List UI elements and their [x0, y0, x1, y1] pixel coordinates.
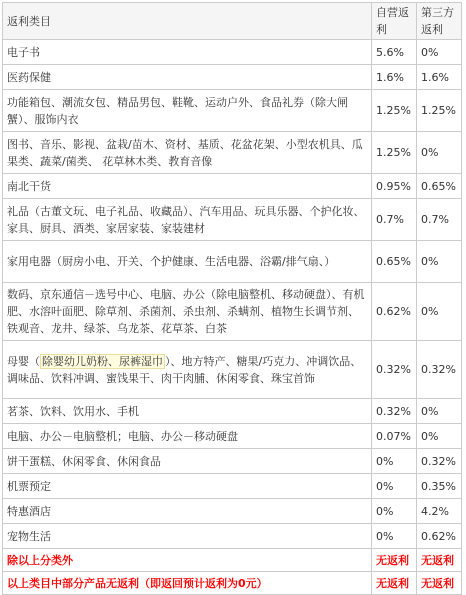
- self-rebate-cell: 0.32%: [372, 341, 417, 399]
- category-cell: 礼品（古董文玩、电子礼品、收藏品）、汽车用品、玩具乐器、个护化妆、家具、厨具、酒类、家居家装、家装建材: [3, 199, 372, 241]
- note-row: [3, 549, 462, 572]
- third-party-rebate-cell: 0%: [417, 399, 462, 424]
- note-third-party-rebate-cell: 无返利: [417, 572, 462, 595]
- table-row: [3, 399, 462, 424]
- category-cell: [3, 341, 372, 399]
- third-party-rebate-cell: 1.25%: [417, 90, 462, 132]
- category-text: 母婴（: [7, 354, 40, 368]
- category-cell: 医药保健: [3, 65, 372, 90]
- self-rebate-cell: 1.25%: [372, 90, 417, 132]
- table-row: [3, 90, 462, 132]
- self-rebate-cell: 1.6%: [372, 65, 417, 90]
- note-row: [3, 572, 462, 595]
- self-rebate-cell: 0.95%: [372, 174, 417, 199]
- third-party-rebate-cell: 0.32%: [417, 449, 462, 474]
- third-party-rebate-cell: 0%: [417, 424, 462, 449]
- note-third-party-rebate-cell: 无返利: [417, 549, 462, 572]
- table-row: [3, 40, 462, 65]
- table-row: [3, 449, 462, 474]
- category-text: ）、地方特产、糖果/巧克力、冲调饮品、调味品、饮料冲调、蜜饯果干、肉干肉脯、休闲零食、珠宝首饰: [7, 354, 362, 385]
- self-rebate-cell: 0%: [372, 499, 417, 524]
- third-party-rebate-cell: 1.6%: [417, 65, 462, 90]
- note-category-cell: 除以上分类外: [3, 549, 372, 572]
- category-cell: 功能箱包、潮流女包、精品男包、鞋靴、运动户外、食品礼券（除大闸蟹）、服饰内衣: [3, 90, 372, 132]
- category-cell: 图书、音乐、影视、盆栽/苗木、资材、基质、花盆花架、小型农机具、瓜果类、蔬菜/菌类、 花草林木类、教育音像: [3, 132, 372, 174]
- self-rebate-cell: 1.25%: [372, 132, 417, 174]
- rebate-table: [2, 2, 462, 595]
- category-cell: 电子书: [3, 40, 372, 65]
- third-party-rebate-cell: 0%: [417, 283, 462, 341]
- self-rebate-cell: 0.7%: [372, 199, 417, 241]
- note-self-rebate-cell: 无返利: [372, 572, 417, 595]
- header-third-party-rebate: 第三方返利: [417, 3, 462, 40]
- self-rebate-cell: 0%: [372, 449, 417, 474]
- table-row: [3, 199, 462, 241]
- self-rebate-cell: 0%: [372, 474, 417, 499]
- third-party-rebate-cell: 0%: [417, 40, 462, 65]
- rebate-table-container: [2, 2, 462, 595]
- category-cell: 南北干货: [3, 174, 372, 199]
- table-row: [3, 65, 462, 90]
- note-self-rebate-cell: 无返利: [372, 549, 417, 572]
- self-rebate-cell: 0.62%: [372, 283, 417, 341]
- rebate-table-body: [3, 40, 462, 595]
- third-party-rebate-cell: 0.65%: [417, 174, 462, 199]
- highlighted-exclusion-text: 除婴幼儿奶粉、尿裤湿巾: [42, 354, 163, 368]
- table-row: [3, 174, 462, 199]
- third-party-rebate-cell: 0.7%: [417, 199, 462, 241]
- table-row: [3, 499, 462, 524]
- third-party-rebate-cell: 0.62%: [417, 524, 462, 549]
- third-party-rebate-cell: 4.2%: [417, 499, 462, 524]
- category-cell: 茗茶、饮料、饮用水、手机: [3, 399, 372, 424]
- category-cell: 数码、京东通信－选号中心、电脑、办公（除电脑整机、移动硬盘）、有机肥、水溶叶面肥、除草剂、杀菌剂、杀虫剂、杀螨剂、植物生长调节剂、铁观音、龙井、绿茶、乌龙茶、花草茶、白茶: [3, 283, 372, 341]
- note-category-cell: 以上类目中部分产品无返利（即返回预计返利为0元）: [3, 572, 372, 595]
- category-cell: 家用电器（厨房小电、开关、个护健康、生活电器、浴霸/排气扇、）: [3, 241, 372, 283]
- third-party-rebate-cell: 0%: [417, 241, 462, 283]
- self-rebate-cell: 5.6%: [372, 40, 417, 65]
- self-rebate-cell: 0.32%: [372, 399, 417, 424]
- category-cell: 电脑、办公－电脑整机；电脑、办公－移动硬盘: [3, 424, 372, 449]
- table-row: [3, 283, 462, 341]
- table-row: [3, 424, 462, 449]
- category-cell: 饼干蛋糕、休闲零食、休闲食品: [3, 449, 372, 474]
- self-rebate-cell: 0.07%: [372, 424, 417, 449]
- category-cell: 机票预定: [3, 474, 372, 499]
- table-header-row: [3, 3, 462, 40]
- header-category: 返利类目: [3, 3, 372, 40]
- category-cell: 特惠酒店: [3, 499, 372, 524]
- table-row: [3, 474, 462, 499]
- table-row: [3, 341, 462, 399]
- third-party-rebate-cell: 0.35%: [417, 474, 462, 499]
- table-row: [3, 132, 462, 174]
- table-row: [3, 524, 462, 549]
- header-self-rebate: 自营返利: [372, 3, 417, 40]
- category-cell: 宠物生活: [3, 524, 372, 549]
- self-rebate-cell: 0%: [372, 524, 417, 549]
- third-party-rebate-cell: 0%: [417, 132, 462, 174]
- self-rebate-cell: 0.65%: [372, 241, 417, 283]
- table-row: [3, 241, 462, 283]
- third-party-rebate-cell: 0.32%: [417, 341, 462, 399]
